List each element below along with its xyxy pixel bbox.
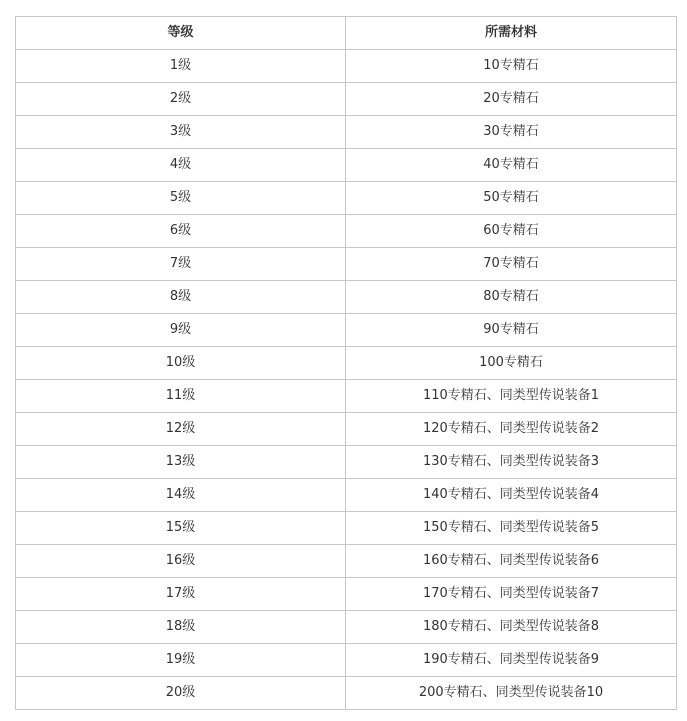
level-cell: 15级 [16,512,346,545]
table-row [16,182,677,215]
table-row [16,83,677,116]
materials-cell: 100专精石 [346,347,677,380]
materials-cell: 150专精石、同类型传说装备5 [346,512,677,545]
table-container [15,16,676,710]
materials-cell: 130专精石、同类型传说装备3 [346,446,677,479]
table-row [16,116,677,149]
level-cell: 14级 [16,479,346,512]
materials-cell: 70专精石 [346,248,677,281]
table-row [16,512,677,545]
level-cell: 9级 [16,314,346,347]
level-cell: 4级 [16,149,346,182]
level-cell: 3级 [16,116,346,149]
table-row [16,479,677,512]
table-row [16,446,677,479]
header-materials: 所需材料 [346,17,677,50]
materials-cell: 10专精石 [346,50,677,83]
table-row [16,149,677,182]
table-row [16,677,677,710]
table-row [16,380,677,413]
table-row [16,314,677,347]
level-cell: 20级 [16,677,346,710]
level-cell: 12级 [16,413,346,446]
table-row [16,248,677,281]
table-row [16,578,677,611]
level-cell: 5级 [16,182,346,215]
table-row [16,413,677,446]
header-row [16,17,677,50]
level-cell: 6级 [16,215,346,248]
table-header [16,17,677,50]
materials-cell: 60专精石 [346,215,677,248]
table-row [16,50,677,83]
table-row [16,215,677,248]
materials-cell: 120专精石、同类型传说装备2 [346,413,677,446]
level-cell: 17级 [16,578,346,611]
level-cell: 8级 [16,281,346,314]
materials-cell: 160专精石、同类型传说装备6 [346,545,677,578]
level-cell: 10级 [16,347,346,380]
upgrade-materials-table [15,16,677,710]
level-cell: 1级 [16,50,346,83]
materials-cell: 30专精石 [346,116,677,149]
level-cell: 11级 [16,380,346,413]
materials-cell: 180专精石、同类型传说装备8 [346,611,677,644]
level-cell: 7级 [16,248,346,281]
materials-cell: 170专精石、同类型传说装备7 [346,578,677,611]
materials-cell: 110专精石、同类型传说装备1 [346,380,677,413]
level-cell: 13级 [16,446,346,479]
materials-cell: 50专精石 [346,182,677,215]
table-body [16,50,677,710]
materials-cell: 200专精石、同类型传说装备10 [346,677,677,710]
table-row [16,644,677,677]
materials-cell: 20专精石 [346,83,677,116]
materials-cell: 140专精石、同类型传说装备4 [346,479,677,512]
table-row [16,545,677,578]
level-cell: 19级 [16,644,346,677]
header-level: 等级 [16,17,346,50]
table-row [16,611,677,644]
materials-cell: 90专精石 [346,314,677,347]
table-row [16,281,677,314]
materials-cell: 40专精石 [346,149,677,182]
materials-cell: 80专精石 [346,281,677,314]
materials-cell: 190专精石、同类型传说装备9 [346,644,677,677]
level-cell: 16级 [16,545,346,578]
table-row [16,347,677,380]
level-cell: 2级 [16,83,346,116]
level-cell: 18级 [16,611,346,644]
